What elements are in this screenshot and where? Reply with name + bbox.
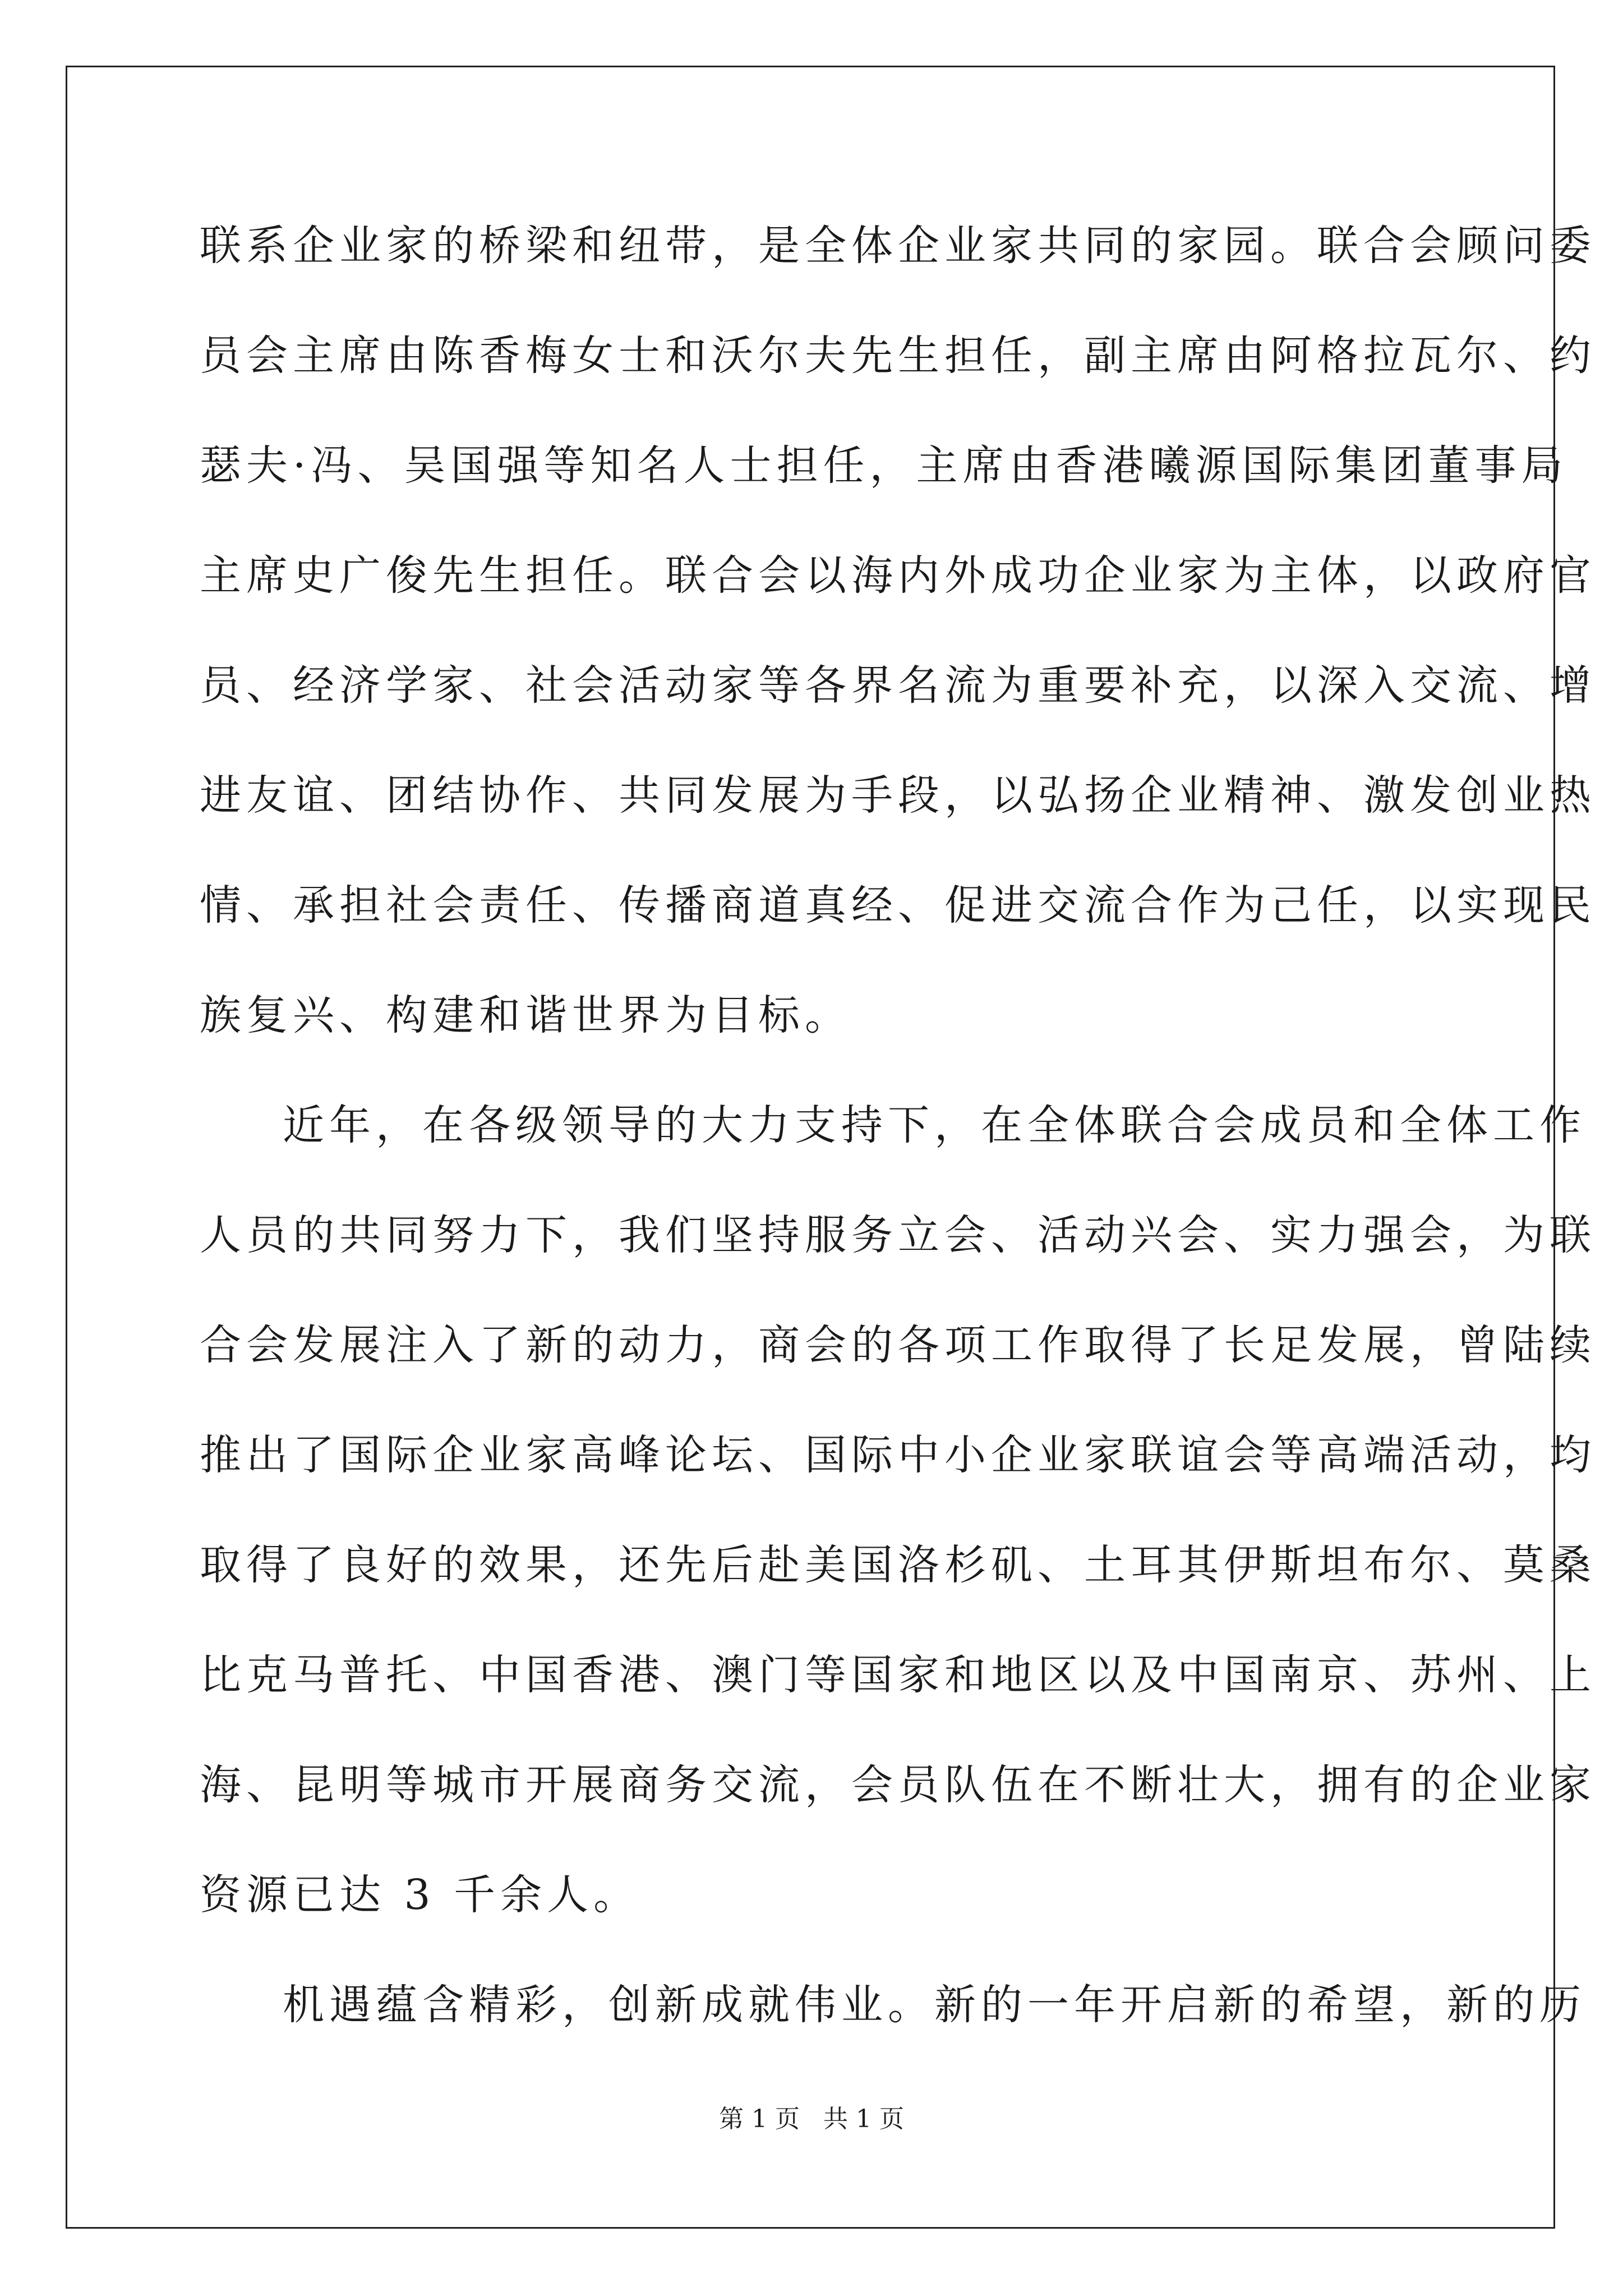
paragraph xyxy=(200,1950,1586,2060)
page-number: 第 1 页 xyxy=(719,2105,800,2133)
paragraph xyxy=(200,1070,1596,1950)
text-line: 机遇蕴含精彩，创新成就伟业。新的一年开启新的希望，新的历 xyxy=(283,1981,1586,2029)
text-line: 合会发展注入了新的动力，商会的各项工作取得了长足发展，曾陆续 xyxy=(200,1321,1596,1369)
paragraph xyxy=(200,191,1596,1070)
page-footer xyxy=(0,2102,1623,2136)
text-line: 人员的共同努力下，我们坚持服务立会、活动兴会、实力强会，为联 xyxy=(200,1211,1596,1259)
text-line: 瑟夫·冯、吴国强等知名人士担任，主席由香港曦源国际集团董事局 xyxy=(200,441,1568,490)
text-line: 海、昆明等城市开展商务交流，会员队伍在不断壮大，拥有的企业家 xyxy=(200,1761,1596,1809)
text-line: 比克马普托、中国香港、澳门等国家和地区以及中国南京、苏州、上 xyxy=(200,1651,1596,1699)
text-line: 取得了良好的效果，还先后赴美国洛杉矶、土耳其伊斯坦布尔、莫桑 xyxy=(200,1541,1596,1589)
text-line: 主席史广俊先生担任。联合会以海内外成功企业家为主体，以政府官 xyxy=(200,551,1596,600)
page-total: 共 1 页 xyxy=(823,2105,904,2133)
text-line: 员、经济学家、社会活动家等各界名流为重要补充，以深入交流、增 xyxy=(200,661,1596,710)
text-line: 情、承担社会责任、传播商道真经、促进交流合作为己任，以实现民 xyxy=(200,881,1596,930)
text-line: 近年，在各级领导的大力支持下，在全体联合会成员和全体工作 xyxy=(283,1101,1586,1149)
text-line: 进友谊、团结协作、共同发展为手段，以弘扬企业精神、激发创业热 xyxy=(200,771,1596,820)
text-line: 联系企业家的桥梁和纽带，是全体企业家共同的家园。联合会顾问委 xyxy=(200,222,1596,270)
text-line: 族复兴、构建和谐世界为目标。 xyxy=(200,991,851,1039)
text-line: 员会主席由陈香梅女士和沃尔夫先生担任，副主席由阿格拉瓦尔、约 xyxy=(200,332,1596,380)
text-line: 推出了国际企业家高峰论坛、国际中小企业家联谊会等高端活动，均 xyxy=(200,1431,1596,1479)
document-body xyxy=(200,191,1596,2060)
text-line: 资源已达 3 千余人。 xyxy=(200,1871,640,1919)
